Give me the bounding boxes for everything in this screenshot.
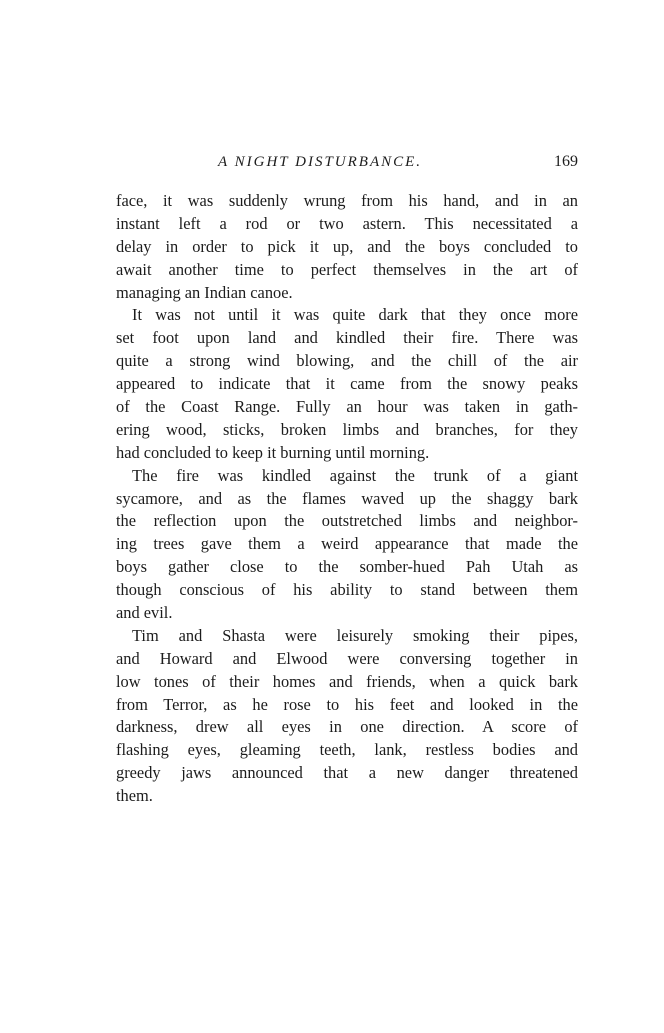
text-line: and Howard and Elwood were conversing together in xyxy=(116,648,578,668)
page-number: 169 xyxy=(554,153,578,170)
text-line: sycamore, and as the flames waved up the shaggy bark xyxy=(116,488,578,508)
text-line: though conscious of his ability to stand between them xyxy=(116,580,578,600)
paragraph xyxy=(116,625,578,808)
text-line: ing trees gave them a weird appearance that made the xyxy=(116,534,578,554)
text-line: of the Coast Range. Fully an hour was taken in gath- xyxy=(116,397,578,417)
text-line: darkness, drew all eyes in one direction. A score of xyxy=(116,717,578,737)
text-line: await another time to perfect themselves in the art of xyxy=(116,259,578,279)
text-line: them. xyxy=(116,786,153,806)
text-line: It was not until it was quite dark that they once more xyxy=(132,305,578,325)
running-title: A NIGHT DISTURBANCE. xyxy=(218,154,423,170)
text-line: quite a strong wind blowing, and the chill of the air xyxy=(116,351,578,371)
text-line: set foot upon land and kindled their fire. There was xyxy=(116,328,578,348)
text-line: low tones of their homes and friends, when a quick bark xyxy=(116,671,578,691)
text-line: The fire was kindled against the trunk of a giant xyxy=(132,465,578,485)
text-line: appeared to indicate that it came from the snowy peaks xyxy=(116,374,578,394)
text-line: had concluded to keep it burning until morning. xyxy=(116,442,430,462)
body-text xyxy=(116,190,578,808)
text-line: greedy jaws announced that a new danger threatened xyxy=(116,763,578,783)
text-line: ering wood, sticks, broken limbs and branches, for they xyxy=(116,419,578,439)
paragraph xyxy=(116,465,578,625)
text-line: and evil. xyxy=(116,603,173,623)
text-line: Tim and Shasta were leisurely smoking their pipes, xyxy=(132,625,578,645)
text-line: from Terror, as he rose to his feet and looked in the xyxy=(116,694,578,714)
paragraph xyxy=(116,190,578,304)
text-line: the reflection upon the outstretched limbs and neighbor- xyxy=(116,511,578,531)
text-line: flashing eyes, gleaming teeth, lank, restless bodies and xyxy=(116,740,578,760)
text-line: delay in order to pick it up, and the boys concluded to xyxy=(116,236,578,256)
text-line: managing an Indian canoe. xyxy=(116,282,293,302)
text-line: instant left a rod or two astern. This necessitated a xyxy=(116,213,578,233)
text-line: boys gather close to the somber-hued Pah Utah as xyxy=(116,557,578,577)
text-line: face, it was suddenly wrung from his hand, and in an xyxy=(116,191,578,210)
running-head xyxy=(116,150,578,174)
paragraph xyxy=(116,304,578,464)
